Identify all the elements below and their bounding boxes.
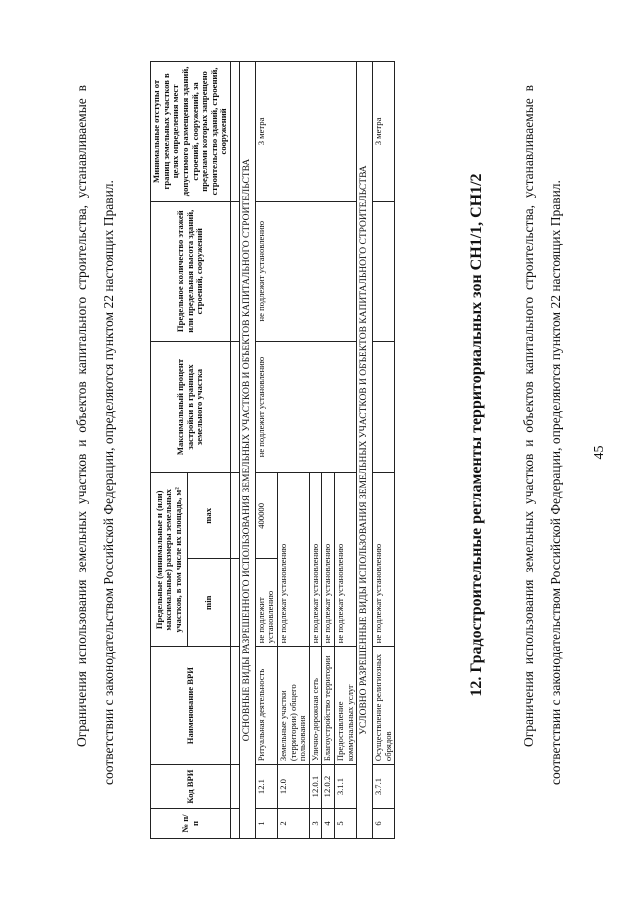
section-heading: 12. Градостроительные регламенты территориальных зон СН1/1, СН1/2 <box>468 173 485 697</box>
paragraph-line: соответствии с законодательством Российской Федерации, определяются пунктом 22 настоящих Правил. <box>548 180 563 785</box>
section-title: УСЛОВНО РАЗРЕШЕННЫЕ ВИДЫ ИСПОЛЬЗОВАНИЯ ЗЕМЕЛЬНЫХ УЧАСТКОВ И ОБЪЕКТОВ КАПИТАЛЬНОГО СТРОИТЕЛЬСТВА <box>357 62 373 839</box>
header-name: Наименование ВРИ <box>151 647 231 765</box>
row-max: 400000 <box>255 473 277 559</box>
table-row <box>255 62 277 839</box>
row-name: Ритуальная деятельность <box>255 647 277 765</box>
setback-conditional: 3 метра <box>372 62 394 202</box>
empty-cell <box>372 201 394 341</box>
row-min: не подлежат установлению <box>372 473 394 647</box>
row-name: Предоставление коммунальных услуг <box>335 647 357 765</box>
row-number: 5 <box>335 809 357 839</box>
empty-cell <box>372 341 394 473</box>
row-number: 1 <box>255 809 277 839</box>
paragraph-line: Ограничения использования земельных участков и объектов капитального строительства, устанавливаемые в <box>74 85 89 747</box>
paragraph-line: соответствии с законодательством Российской Федерации, определяются пунктом 22 настоящих Правил. <box>101 180 116 785</box>
restrictions-paragraph-bottom <box>68 85 122 785</box>
regulations-table <box>150 61 395 839</box>
restrictions-paragraph-top <box>515 85 569 785</box>
page-number: 45 <box>592 445 607 460</box>
header-min: min <box>188 559 231 647</box>
row-number: 2 <box>277 809 309 839</box>
row-min: не подлежат установлению <box>277 473 309 647</box>
row-name: Осуществление религиозных обрядов <box>372 647 394 765</box>
row-min: не подлежит установлению <box>255 559 277 647</box>
row-code: 12.0.1 <box>309 765 322 809</box>
header-setbacks: Минимальные отступы от границ земельных участков в целях определения мест допустимого размещения зданий, строений, сооружений, за пределами которых запрещено строительство зданий, строений, сооружений <box>151 62 231 202</box>
row-min: не подлежат установлению <box>322 473 335 647</box>
table-row <box>372 62 394 839</box>
row-min: не подлежат установлению <box>335 473 357 647</box>
table-header-row <box>151 62 188 839</box>
section-row-main <box>240 62 256 839</box>
header-code: Код ВРИ <box>151 765 231 809</box>
header-max-percent: Максимальный процент застройки в границах земельного участка <box>151 341 231 473</box>
row-code: 3.7.1 <box>372 765 394 809</box>
row-code: 12.0.2 <box>322 765 335 809</box>
row-name: Благоустройство территории <box>322 647 335 765</box>
row-name: Земельные участки (территории) общего пользования <box>277 647 309 765</box>
row-code: 12.1 <box>255 765 277 809</box>
row-number: 4 <box>322 809 335 839</box>
row-code: 3.1.1 <box>335 765 357 809</box>
header-number: № п/п <box>151 809 231 839</box>
row-code: 12.0 <box>277 765 309 809</box>
row-number: 3 <box>309 809 322 839</box>
merged-setback-main: 3 метра <box>255 62 357 202</box>
header-floors: Предельное количество этажей или предельная высота зданий, строений, сооружений <box>151 201 231 341</box>
header-plot-size: Предельные (минимальные и (или) максимальные) размеры земельных участков, в том числе их площадь, м² <box>151 473 188 647</box>
paragraph-line: Ограничения использования земельных участков и объектов капитального строительства, устанавливаемые в <box>521 85 536 747</box>
row-min: не подлежат установлению <box>309 473 322 647</box>
merged-floors: не подлежит установлению <box>255 201 357 341</box>
section-row-conditional <box>357 62 373 839</box>
merged-percent: не подлежит установлению <box>255 341 357 473</box>
section-title: ОСНОВНЫЕ ВИДЫ РАЗРЕШЕННОГО ИСПОЛЬЗОВАНИЯ ЗЕМЕЛЬНЫХ УЧАСТКОВ И ОБЪЕКТОВ КАПИТАЛЬНОГО СТРОИТЕЛЬСТВА <box>240 62 256 839</box>
row-number: 6 <box>372 809 394 839</box>
header-spacer-row <box>231 62 240 839</box>
row-name: Улично-дорожная сеть <box>309 647 322 765</box>
header-max: max <box>188 473 231 559</box>
